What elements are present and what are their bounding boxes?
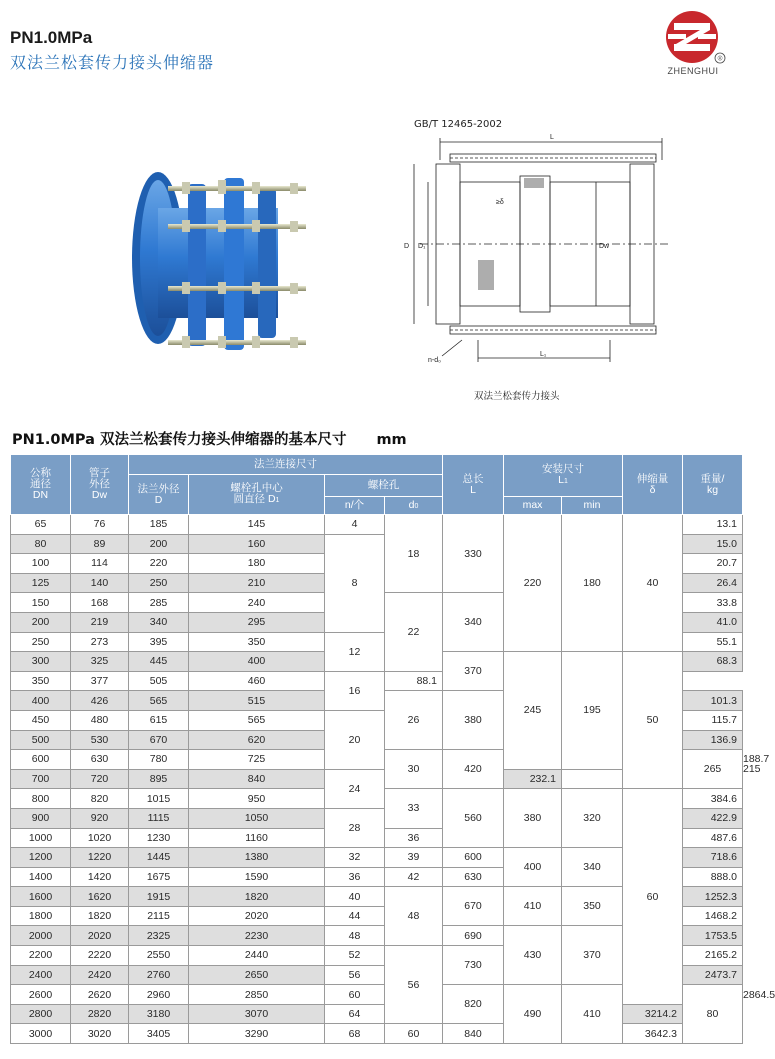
cell-dw: 2420 [71, 965, 129, 985]
cell-stroke: 80 [683, 985, 743, 1044]
cell-d1: 2020 [189, 906, 325, 926]
cell-length: 370 [443, 652, 504, 691]
dim-label-L1: L₁ [540, 351, 547, 358]
cell-d1: 2440 [189, 946, 325, 966]
cell-length: 840 [443, 1024, 504, 1044]
cell-dw: 1420 [71, 867, 129, 887]
cell-dw: 1620 [71, 887, 129, 907]
cell-d0: 18 [385, 515, 443, 593]
cell-d1: 620 [189, 730, 325, 750]
dim-label-D: D [404, 243, 410, 250]
cell-weight: 3214.2 [623, 1004, 683, 1024]
cell-weight: 1753.5 [683, 926, 743, 946]
cell-d1: 725 [189, 750, 325, 770]
cell-length: 820 [443, 985, 504, 1024]
cell-length: 380 [443, 691, 504, 750]
cell-dn: 2600 [11, 985, 71, 1005]
cell-dw: 219 [71, 612, 129, 632]
cell-dw: 1220 [71, 848, 129, 868]
cell-weight: 115.7 [683, 710, 743, 730]
cell-d: 220 [129, 554, 189, 574]
cell-n: 60 [325, 985, 385, 1005]
cell-n: 44 [325, 906, 385, 926]
cell-dw: 920 [71, 808, 129, 828]
cell-d1: 145 [189, 515, 325, 535]
cell-min: 350 [562, 887, 623, 926]
cell-n: 4 [325, 515, 385, 535]
cell-max: 245 [504, 652, 562, 770]
cell-dw: 720 [71, 769, 129, 789]
cell-dn: 700 [11, 769, 71, 789]
cell-min: 370 [562, 926, 623, 985]
cell-d1: 2650 [189, 965, 325, 985]
cell-n: 32 [325, 848, 385, 868]
cell-weight: 487.6 [683, 828, 743, 848]
header-d1: 螺栓孔中心 圆直径 D1 [189, 475, 325, 515]
cell-length: 630 [443, 867, 504, 887]
cell-weight: 41.0 [683, 612, 743, 632]
cell-n: 8 [325, 534, 385, 632]
cell-min: 340 [562, 848, 623, 887]
cell-dw: 1020 [71, 828, 129, 848]
dim-label-n-d0: n-d₀ [428, 357, 442, 364]
cell-weight: 26.4 [683, 573, 743, 593]
cell-length: 690 [443, 926, 504, 946]
header-dn: 公称 通径 DN [11, 455, 71, 515]
cell-n: 40 [325, 887, 385, 907]
registered-mark: ® [717, 55, 723, 63]
cell-weight: 55.1 [683, 632, 743, 652]
header-d: 法兰外径 D [129, 475, 189, 515]
cell-dw: 2020 [71, 926, 129, 946]
cell-n: 52 [325, 946, 385, 966]
cell-d1: 3070 [189, 1004, 325, 1024]
cell-dn: 100 [11, 554, 71, 574]
header-n: n/个 [325, 497, 385, 515]
cell-length: 340 [443, 593, 504, 652]
cell-d1: 565 [189, 710, 325, 730]
cell-weight: 88.1 [385, 671, 443, 691]
cell-dn: 600 [11, 750, 71, 770]
cell-dw: 1820 [71, 906, 129, 926]
cell-length: 670 [443, 887, 504, 926]
cell-d1: 950 [189, 789, 325, 809]
header-stroke: 伸缩量 δ [623, 455, 683, 515]
cell-dn: 800 [11, 789, 71, 809]
cell-weight: 68.3 [683, 652, 743, 672]
cell-length: 560 [443, 789, 504, 848]
cell-dw: 820 [71, 789, 129, 809]
cell-min: 410 [562, 985, 623, 1044]
brand-logo [660, 8, 740, 80]
cell-max: 400 [504, 848, 562, 887]
cell-dw: 114 [71, 554, 129, 574]
cell-d: 1675 [129, 867, 189, 887]
cell-dw: 76 [71, 515, 129, 535]
cell-d: 505 [129, 671, 189, 691]
cell-dn: 200 [11, 612, 71, 632]
pressure-title: PN1.0MPa [10, 28, 93, 47]
cell-d0: 30 [385, 750, 443, 789]
table-unit: mm [376, 432, 407, 448]
cell-d: 1445 [129, 848, 189, 868]
cell-d: 1230 [129, 828, 189, 848]
cell-dn: 350 [11, 671, 71, 691]
cell-d1: 2230 [189, 926, 325, 946]
cell-dn: 2800 [11, 1004, 71, 1024]
cell-d1: 1820 [189, 887, 325, 907]
table-row [11, 515, 743, 535]
cell-weight: 1468.2 [683, 906, 743, 926]
cell-d: 2760 [129, 965, 189, 985]
cell-dn: 125 [11, 573, 71, 593]
cell-dn: 2200 [11, 946, 71, 966]
cell-d0: 48 [385, 887, 443, 946]
cell-d0: 60 [385, 1024, 443, 1044]
cell-weight: 422.9 [683, 808, 743, 828]
cell-min: 180 [562, 515, 623, 652]
cell-max: 265 [683, 750, 743, 789]
cell-d1: 210 [189, 573, 325, 593]
cell-max: 430 [504, 926, 562, 985]
cell-dw: 377 [71, 671, 129, 691]
cell-dw: 168 [71, 593, 129, 613]
cell-weight: 13.1 [683, 515, 743, 535]
cell-n: 48 [325, 926, 385, 946]
cell-n: 24 [325, 769, 385, 808]
dim-label-delta: ≥δ [496, 199, 504, 206]
table-title-text: PN1.0MPa 双法兰松套传力接头伸缩器的基本尺寸 [12, 432, 347, 448]
cell-d0: 33 [385, 789, 443, 828]
cell-d1: 515 [189, 691, 325, 711]
cell-dn: 1000 [11, 828, 71, 848]
dim-label-D1: D₁ [418, 243, 426, 250]
cell-length: 330 [443, 515, 504, 593]
cell-dw: 325 [71, 652, 129, 672]
header-min: min [562, 497, 623, 515]
cell-d: 2325 [129, 926, 189, 946]
cell-dw: 140 [71, 573, 129, 593]
table-row: 2600 2620 2960 2850 60 820 490 410 80 2864.5 [11, 985, 743, 1005]
cell-dn: 65 [11, 515, 71, 535]
cell-max: 410 [504, 887, 562, 926]
standard-label: GB/T 12465-2002 [414, 119, 503, 130]
spec-table [10, 454, 775, 1044]
cell-d: 1915 [129, 887, 189, 907]
cell-d1: 1050 [189, 808, 325, 828]
cell-d0: 39 [385, 848, 443, 868]
brand-name: ZHENGHUI [667, 66, 719, 76]
cell-d1: 160 [189, 534, 325, 554]
product-subtitle: 双法兰松套传力接头伸缩器 [10, 53, 215, 72]
cell-d: 185 [129, 515, 189, 535]
cell-d: 2115 [129, 906, 189, 926]
dim-label-L: L [550, 134, 554, 141]
cell-dn: 450 [11, 710, 71, 730]
cell-d1: 3290 [189, 1024, 325, 1044]
dim-label-Dw: Dw [599, 243, 610, 250]
cell-dn: 300 [11, 652, 71, 672]
cell-max: 220 [504, 515, 562, 652]
cell-d1: 2850 [189, 985, 325, 1005]
cell-dn: 1600 [11, 887, 71, 907]
cell-weight: 15.0 [683, 534, 743, 554]
cell-d1: 1380 [189, 848, 325, 868]
cell-dn: 250 [11, 632, 71, 652]
cell-weight: 232.1 [504, 769, 562, 789]
header-bolt-hole: 螺栓孔 [325, 475, 443, 497]
cell-dn: 2000 [11, 926, 71, 946]
cell-d: 200 [129, 534, 189, 554]
cell-n: 68 [325, 1024, 385, 1044]
technical-drawing [400, 130, 675, 375]
cell-d: 780 [129, 750, 189, 770]
cell-dn: 1800 [11, 906, 71, 926]
cell-d: 395 [129, 632, 189, 652]
cell-n: 64 [325, 1004, 385, 1024]
cell-d1: 350 [189, 632, 325, 652]
cell-dn: 2400 [11, 965, 71, 985]
cell-min: 320 [562, 789, 623, 848]
cell-dn: 900 [11, 808, 71, 828]
cell-max: 490 [504, 985, 562, 1044]
cell-dn: 80 [11, 534, 71, 554]
cell-n: 36 [325, 867, 385, 887]
cell-n: 12 [325, 632, 385, 671]
cell-weight: 888.0 [683, 867, 743, 887]
cell-stroke: 40 [623, 515, 683, 652]
cell-dn: 150 [11, 593, 71, 613]
cell-d1: 1590 [189, 867, 325, 887]
cell-d: 250 [129, 573, 189, 593]
header-flange-group: 法兰连接尺寸 [129, 455, 443, 475]
cell-dn: 3000 [11, 1024, 71, 1044]
cell-n: 28 [325, 808, 385, 847]
cell-weight: 20.7 [683, 554, 743, 574]
cell-d: 615 [129, 710, 189, 730]
header-install: 安装尺寸 L1 [504, 455, 623, 497]
cell-dw: 2620 [71, 985, 129, 1005]
cell-n: 20 [325, 710, 385, 769]
cell-weight: 101.3 [683, 691, 743, 711]
cell-d: 2550 [129, 946, 189, 966]
header-max: max [504, 497, 562, 515]
cell-dn: 500 [11, 730, 71, 750]
header-weight: 重量/ kg [683, 455, 743, 515]
header-dw: 管子 外径 Dw [71, 455, 129, 515]
product-photo [128, 168, 318, 368]
cell-dw: 273 [71, 632, 129, 652]
cell-stroke: 60 [623, 789, 683, 1005]
cell-weight: 2165.2 [683, 946, 743, 966]
cell-weight: 33.8 [683, 593, 743, 613]
cell-weight: 3642.3 [623, 1024, 683, 1044]
header-d0: d0 [385, 497, 443, 515]
cell-d: 445 [129, 652, 189, 672]
cell-n: 16 [325, 671, 385, 710]
cell-d1: 240 [189, 593, 325, 613]
drawing-caption: 双法兰松套传力接头 [474, 391, 560, 402]
cell-dw: 530 [71, 730, 129, 750]
cell-d1: 400 [189, 652, 325, 672]
cell-dw: 3020 [71, 1024, 129, 1044]
cell-weight: 384.6 [683, 789, 743, 809]
cell-stroke: 50 [623, 652, 683, 789]
cell-min: 195 [562, 652, 623, 770]
cell-dn: 1400 [11, 867, 71, 887]
cell-length: 600 [443, 848, 504, 868]
cell-dn: 1200 [11, 848, 71, 868]
cell-d: 1015 [129, 789, 189, 809]
cell-d0: 36 [385, 828, 443, 848]
header-length: 总长 L [443, 455, 504, 515]
cell-d1: 295 [189, 612, 325, 632]
cell-d: 285 [129, 593, 189, 613]
cell-weight: 718.6 [683, 848, 743, 868]
cell-d1: 460 [189, 671, 325, 691]
table-row [11, 1024, 743, 1044]
cell-d0: 26 [385, 691, 443, 750]
table-title [12, 428, 407, 449]
cell-d: 3405 [129, 1024, 189, 1044]
cell-dw: 480 [71, 710, 129, 730]
cell-weight: 1252.3 [683, 887, 743, 907]
cell-d1: 180 [189, 554, 325, 574]
cell-d: 340 [129, 612, 189, 632]
cell-dw: 426 [71, 691, 129, 711]
cell-d1: 1160 [189, 828, 325, 848]
cell-d: 3180 [129, 1004, 189, 1024]
table-row: 600 630 780 725 30 420 265 215 188.7 [11, 750, 743, 770]
cell-dw: 2820 [71, 1004, 129, 1024]
cell-n: 56 [325, 965, 385, 985]
cell-d: 1115 [129, 808, 189, 828]
cell-weight: 136.9 [683, 730, 743, 750]
cell-length: 420 [443, 750, 504, 789]
cell-d0: 22 [385, 593, 443, 671]
cell-dw: 2220 [71, 946, 129, 966]
cell-d0: 56 [385, 946, 443, 1024]
cell-length: 730 [443, 946, 504, 985]
cell-d: 670 [129, 730, 189, 750]
cell-d: 895 [129, 769, 189, 789]
table-row [11, 1004, 743, 1024]
cell-dw: 89 [71, 534, 129, 554]
cell-d0: 42 [385, 867, 443, 887]
cell-dw: 630 [71, 750, 129, 770]
cell-dn: 400 [11, 691, 71, 711]
cell-d1: 840 [189, 769, 325, 789]
cell-d: 565 [129, 691, 189, 711]
cell-weight: 2473.7 [683, 965, 743, 985]
cell-max: 380 [504, 789, 562, 848]
brand-logo-mark-icon [660, 8, 730, 66]
cell-d: 2960 [129, 985, 189, 1005]
